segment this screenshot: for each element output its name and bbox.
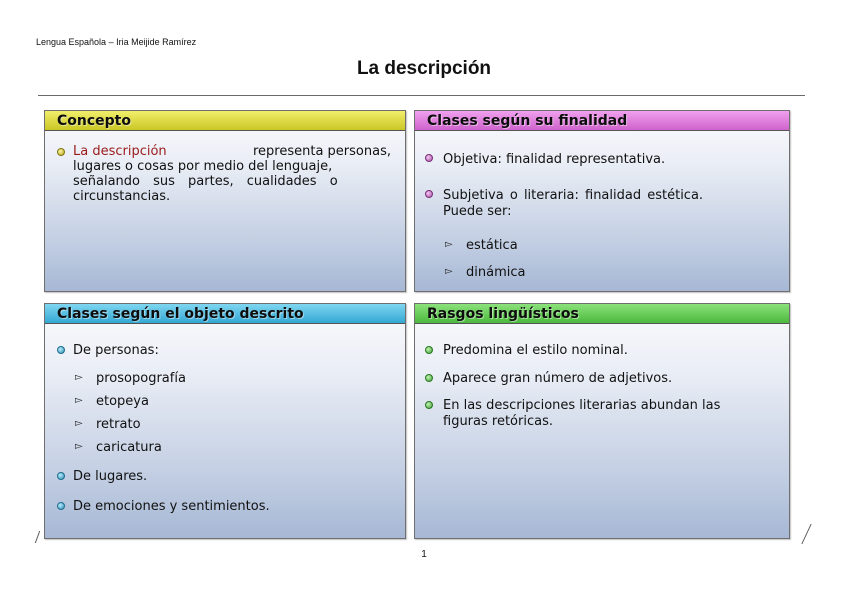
rasgos-item-1: Predomina el estilo nominal. (443, 343, 628, 358)
objeto-panel-body (45, 324, 405, 538)
concepto-line-3: señalando sus partes, cualidades o (73, 174, 338, 189)
arrow-bullet-icon: ▻ (75, 372, 83, 383)
objeto-item-3: De emociones y sentimientos. (73, 499, 270, 514)
objeto-item-1: De personas: (73, 343, 159, 358)
objeto-panel (44, 303, 406, 539)
page-number: 1 (421, 549, 427, 560)
objeto-sub-4: caricatura (96, 440, 162, 455)
arrow-bullet-icon: ▻ (445, 266, 453, 277)
concepto-text (73, 144, 391, 204)
finalidad-panel (414, 110, 790, 292)
finalidad-item-2-line-2: Puede ser: (443, 204, 512, 219)
concepto-line-2: lugares o cosas por medio del lenguaje, (73, 159, 333, 174)
rasgos-item-2: Aparece gran número de adjetivos. (443, 371, 673, 386)
round-bullet-icon (425, 154, 433, 162)
arrow-bullet-icon: ▻ (75, 441, 83, 452)
concepto-panel-title: Concepto (45, 111, 405, 131)
rasgos-item-3-line-1: En las descripciones literarias abundan las (443, 398, 721, 413)
page-title: La descripción (356, 58, 492, 79)
finalidad-sub-2: dinámica (466, 265, 526, 280)
title-divider (38, 95, 805, 96)
round-bullet-icon (57, 502, 65, 510)
rasgos-panel (414, 303, 790, 539)
round-bullet-icon (425, 190, 433, 198)
objeto-sub-3: retrato (96, 417, 141, 432)
concepto-line-1 (73, 144, 391, 159)
rasgos-panel-title: Rasgos lingüísticos (415, 304, 789, 324)
concepto-panel (44, 110, 406, 292)
objeto-panel-title: Clases según el objeto descrito (45, 304, 405, 324)
finalidad-item-2-line-1: Subjetiva o literaria: finalidad estética. (443, 188, 704, 203)
rasgos-item-3-line-2: figuras retóricas. (443, 414, 553, 429)
rasgos-panel-body (415, 324, 789, 538)
document-header-note: Lengua Española – Iria Meijide Ramírez (36, 37, 197, 47)
concepto-line-4: circunstancias. (73, 189, 171, 204)
concepto-panel-body (45, 131, 405, 291)
objeto-sub-2: etopeya (96, 394, 149, 409)
finalidad-panel-title: Clases según su finalidad (415, 111, 789, 131)
decorative-stroke (795, 524, 811, 544)
arrow-bullet-icon: ▻ (75, 395, 83, 406)
round-bullet-icon (425, 374, 433, 382)
arrow-bullet-icon: ▻ (445, 239, 453, 250)
objeto-item-2: De lugares. (73, 469, 148, 484)
round-bullet-icon (57, 148, 65, 156)
round-bullet-icon (425, 401, 433, 409)
finalidad-panel-body (415, 131, 789, 291)
finalidad-sub-1: estática (466, 238, 518, 253)
round-bullet-icon (57, 346, 65, 354)
concepto-highlight: La descripción (73, 144, 167, 159)
objeto-sub-1: prosopografía (96, 371, 186, 386)
round-bullet-icon (57, 472, 65, 480)
arrow-bullet-icon: ▻ (75, 418, 83, 429)
concepto-line-1-rest: representa personas, (252, 144, 391, 159)
decorative-stroke (35, 531, 44, 543)
finalidad-item-1: Objetiva: finalidad representativa. (443, 152, 666, 167)
round-bullet-icon (425, 346, 433, 354)
